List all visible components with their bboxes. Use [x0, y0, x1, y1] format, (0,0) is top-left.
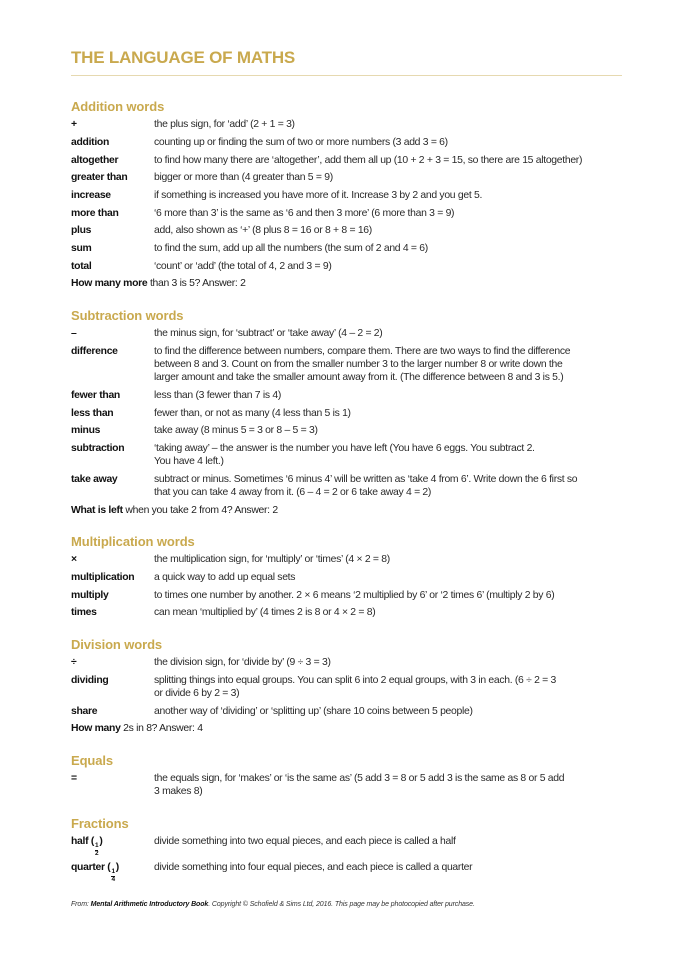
- glossary-term: +: [71, 119, 77, 131]
- section-heading: Multiplication words: [71, 534, 195, 550]
- denominator: 2: [95, 849, 99, 857]
- glossary-row: [71, 257, 622, 275]
- glossary-definition: a quick way to add up equal sets: [154, 572, 296, 584]
- glossary-row: [71, 240, 622, 258]
- question-keyword: What is left: [71, 504, 123, 516]
- title-divider: [71, 75, 622, 76]
- section-heading: Addition words: [71, 99, 165, 114]
- term-text: half: [71, 836, 89, 848]
- footer-credit: [71, 900, 622, 909]
- glossary-definition: fewer than, or not as many (4 less than 5 is 1): [154, 407, 351, 419]
- fraction: [95, 843, 98, 857]
- glossary-term: fewer than: [71, 389, 120, 401]
- glossary-row: [71, 551, 622, 569]
- footer-book-title: Mental Arithmetic Introductory Book: [90, 900, 209, 908]
- glossary-row: [71, 833, 622, 859]
- glossary-term: multiply: [71, 589, 109, 601]
- section-equals: [71, 752, 622, 801]
- glossary-definition: counting up or finding the sum of two or more numbers (3 add 3 = 6): [154, 136, 448, 148]
- glossary-definition: ‘6 more than 3’ is the same as ‘6 and then 3 more’ (6 more than 3 = 9): [154, 207, 455, 219]
- glossary-row: [71, 471, 622, 502]
- glossary-row: [71, 387, 622, 405]
- glossary-term: greater than: [71, 172, 128, 184]
- glossary-definition: to find the sum, add up all the numbers (the sum of 2 and 4 = 6): [154, 242, 428, 254]
- glossary-definition: if something is increased you have more of it. Increase 3 by 2 and you get 5.: [154, 189, 483, 201]
- glossary-definition: the division sign, for ‘divide by’ (9 ÷ 3 = 3): [154, 657, 331, 669]
- glossary-row: [71, 770, 622, 801]
- glossary-term: multiplication: [71, 572, 135, 584]
- glossary-row: [71, 404, 622, 422]
- section-heading: Fractions: [71, 815, 129, 831]
- question-text: when you take 2 from 4? Answer: 2: [122, 504, 278, 516]
- section-subtraction-words: [71, 307, 622, 520]
- glossary-definition: add, also shown as ‘+’ (8 plus 8 = 16 or 8 + 8 = 16): [154, 225, 372, 237]
- glossary-definition: the plus sign, for ‘add’ (2 + 1 = 3): [154, 119, 295, 131]
- glossary-term: ×: [71, 554, 77, 566]
- glossary-definition: the equals sign, for ‘makes’ or ‘is the same as’ (5 add 3 = 8 or 5 add 3 is the same as 8 or 5 add 3 makes 8): [154, 773, 565, 798]
- fraction: [111, 869, 114, 883]
- glossary-row: [71, 440, 622, 471]
- glossary-term: total: [71, 260, 92, 272]
- glossary-row: [71, 187, 622, 205]
- footer-prefix: From:: [71, 900, 91, 908]
- glossary-definition: subtract or minus. Sometimes ‘6 minus 4’ will be written as ‘take 4 from 6’. Write down the 6 first so that you can take 4 away from it. (6 – 4 = 2 or 6 take away 4 = 2): [154, 473, 578, 499]
- glossary-term: subtraction: [71, 442, 125, 454]
- section-multiplication-words: [71, 533, 622, 622]
- page-title: THE LANGUAGE OF MATHS: [71, 48, 296, 67]
- glossary-term: more than: [71, 207, 119, 219]
- glossary-definition: to find the difference between numbers, compare them. There are two ways to find the difference between 8 and 3. Count on from the smaller number 3 to the larger number 8 or write down the larger amount and take the smaller amount away from it. (The difference between 8 and 3 is 5.): [154, 345, 571, 384]
- glossary-term: increase: [71, 189, 111, 201]
- glossary-definition: ‘taking away’ – the answer is the number you have left (You have 6 eggs. You subtract 2. You have 4 left.): [154, 442, 535, 468]
- glossary-term: sum: [71, 242, 92, 254]
- glossary-definition: bigger or more than (4 greater than 5 = 9): [154, 172, 333, 184]
- question-keyword: How many: [71, 723, 121, 735]
- glossary-term: quarter ( $\frac{1}{4}$ ): [71, 862, 119, 883]
- section-heading: Subtraction words: [71, 307, 184, 323]
- term-text: quarter: [71, 862, 105, 874]
- glossary-row: [71, 604, 622, 622]
- glossary-definition: another way of ‘dividing’ or ‘splitting up’ (share 10 coins between 5 people): [154, 705, 473, 717]
- question-text: 2s in 8? Answer: 4: [120, 723, 203, 735]
- glossary-row: [71, 569, 622, 587]
- glossary-definition: can mean ‘multiplied by’ (4 times 2 is 8 or 4 × 2 = 8): [154, 607, 376, 619]
- section-heading: Equals: [71, 752, 114, 768]
- glossary-definition: ‘count’ or ‘add’ (the total of 4, 2 and 3 = 9): [154, 260, 332, 272]
- glossary-definition: divide something into four equal pieces, and each piece is called a quarter: [154, 862, 473, 874]
- glossary-term: difference: [71, 345, 118, 357]
- sections-container: [71, 98, 622, 801]
- numerator: 1: [111, 868, 115, 876]
- glossary-term: share: [71, 705, 98, 717]
- glossary-row: [71, 654, 622, 672]
- glossary-row: [71, 703, 622, 721]
- glossary-row: [71, 169, 622, 187]
- glossary-row: [71, 134, 622, 152]
- example-question: [71, 720, 622, 738]
- section-fractions: [71, 815, 622, 886]
- numerator: 1: [95, 842, 99, 850]
- glossary-definition: take away (8 minus 5 = 3 or 8 – 5 = 3): [154, 425, 318, 437]
- glossary-term: less than: [71, 407, 114, 419]
- section-addition-words: [71, 98, 622, 293]
- glossary-row: [71, 672, 622, 703]
- denominator: 4: [111, 875, 115, 883]
- glossary-row: [71, 342, 622, 386]
- glossary-row: [71, 422, 622, 440]
- glossary-term: plus: [71, 225, 92, 237]
- glossary-definition: splitting things into equal groups. You can split 6 into 2 equal groups, with 3 in each. (6 ÷ 2 = 3 or divide 6 by 2 = 3): [154, 674, 557, 700]
- question-text: than 3 is 5? Answer: 2: [147, 278, 246, 290]
- glossary-term: times: [71, 607, 97, 619]
- glossary-term: half ( $\frac{1}{2}$ ): [71, 836, 103, 857]
- glossary-row: [71, 116, 622, 134]
- glossary-term: altogether: [71, 154, 119, 166]
- glossary-definition: the multiplication sign, for ‘multiply’ or ‘times’ (4 × 2 = 8): [154, 554, 390, 566]
- example-question: [71, 275, 622, 293]
- glossary-term: =: [71, 773, 77, 785]
- example-question: [71, 502, 622, 520]
- glossary-term: minus: [71, 425, 101, 437]
- glossary-definition: to find how many there are ‘altogether’, add them all up (10 + 2 + 3 = 15, so there are 15 altogether): [154, 154, 583, 166]
- section-heading: Division words: [71, 636, 163, 652]
- glossary-row: [71, 222, 622, 240]
- section-division-words: [71, 636, 622, 738]
- glossary-term: dividing: [71, 674, 109, 686]
- glossary-row: [71, 151, 622, 169]
- glossary-row: [71, 587, 622, 605]
- footer-copyright: . Copyright © Schofield & Sims Ltd, 2016. This page may be photocopied after purchase.: [208, 900, 475, 908]
- glossary-term: take away: [71, 473, 118, 485]
- glossary-term: addition: [71, 136, 110, 148]
- glossary-term: –: [71, 327, 77, 339]
- document-page: [71, 0, 622, 909]
- glossary-definition: the minus sign, for ‘subtract’ or ‘take away’ (4 – 2 = 2): [154, 327, 383, 339]
- glossary-definition: less than (3 fewer than 7 is 4): [154, 389, 282, 401]
- glossary-term: ÷: [71, 657, 77, 669]
- question-keyword: How many more: [71, 278, 148, 290]
- glossary-row: [71, 204, 622, 222]
- glossary-definition: divide something into two equal pieces, and each piece is called a half: [154, 836, 456, 848]
- glossary-definition: to times one number by another. 2 × 6 means ‘2 multiplied by 6’ or ‘2 times 6’ (multiply 2 by 6): [154, 589, 555, 601]
- glossary-row: [71, 859, 622, 885]
- glossary-row: [71, 325, 622, 343]
